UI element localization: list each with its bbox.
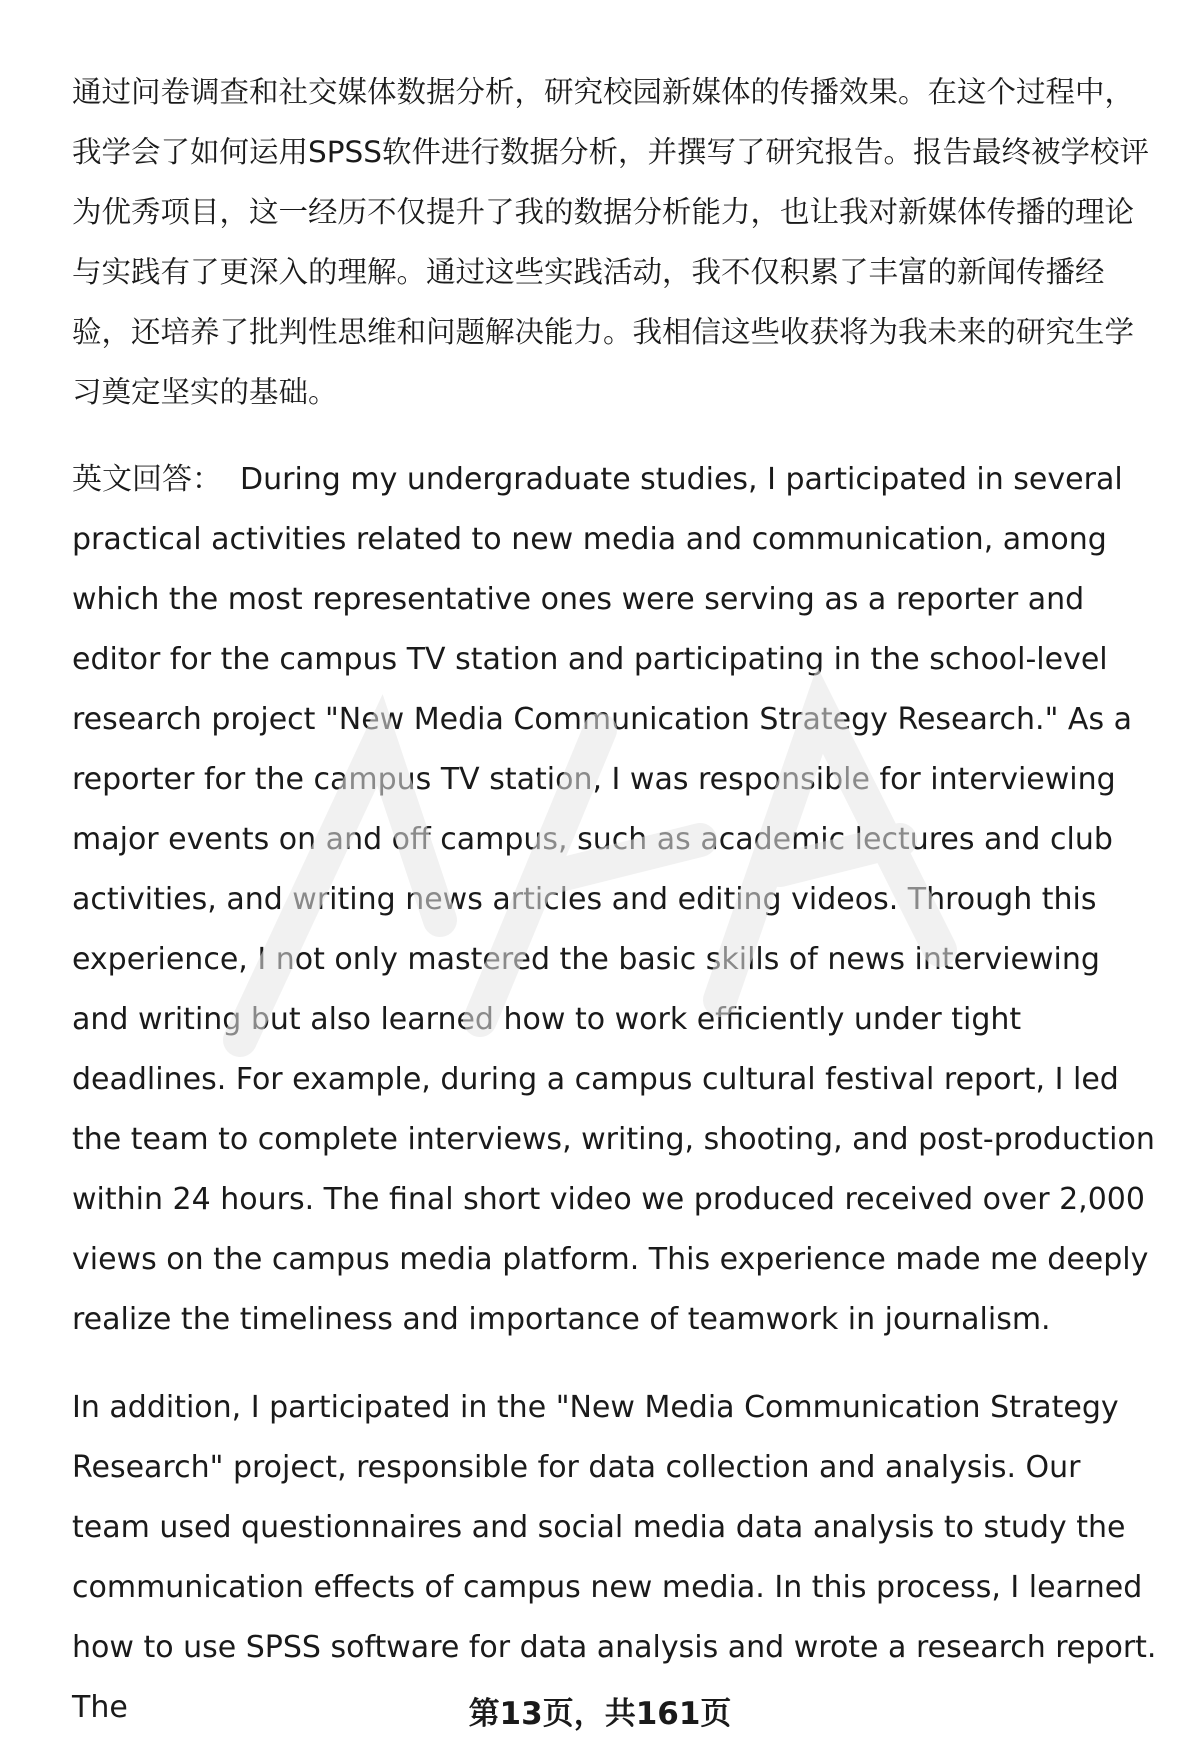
paragraph-chinese-conclusion (72, 62, 1162, 422)
page-number-footer: 第13页，共161页 (468, 1696, 732, 1732)
answer-label: 英文回答： (72, 462, 222, 497)
paragraph-english-addition (72, 1378, 1162, 1738)
paragraph-text: In addition, I participated in the "New Media Communication Strategy Research" project, responsible for data collection and analysis. Our team used questionnaires and social media data analysis to study the communication effects of campus new media. In this process, I learned how to use SPSS software for data analysis and wrote a research report. The (72, 1390, 1157, 1725)
paragraph-text: During my undergraduate studies, I participated in several practical activities related to new media and communication, among which the most representative ones were serving as a reporter and editor for the campus TV station and participating in the school-level research project "New Media Communication Strategy Research." As a reporter for the campus TV station, I was responsible for interviewing major events on and off campus, such as academic lectures and club activities, and writing news articles and editing videos. Through this experience, I not only mastered the basic skills of news interviewing and writing but also learned how to work efficiently under tight deadlines. For example, during a campus cultural festival report, I led the team to complete interviews, writing, shooting, and post-production within 24 hours. The final short video we produced received over 2,000 views on the campus media platform. This experience made me deeply realize the timeliness and importance of teamwork in journalism. (72, 462, 1155, 1337)
document-body (72, 62, 1162, 1738)
paragraph-text: 通过问卷调查和社交媒体数据分析，研究校园新媒体的传播效果。在这个过程中，我学会了如何运用SPSS软件进行数据分析，并撰写了研究报告。报告最终被学校评为优秀项目，这一经历不仅提升了我的数据分析能力，也让我对新媒体传播的理论与实践有了更深入的理解。通过这些实践活动，我不仅积累了丰富的新闻传播经验，还培养了批判性思维和问题解决能力。我相信这些收获将为我未来的研究生学习奠定坚实的基础。 (72, 75, 1149, 409)
paragraph-english-answer (72, 450, 1162, 1350)
